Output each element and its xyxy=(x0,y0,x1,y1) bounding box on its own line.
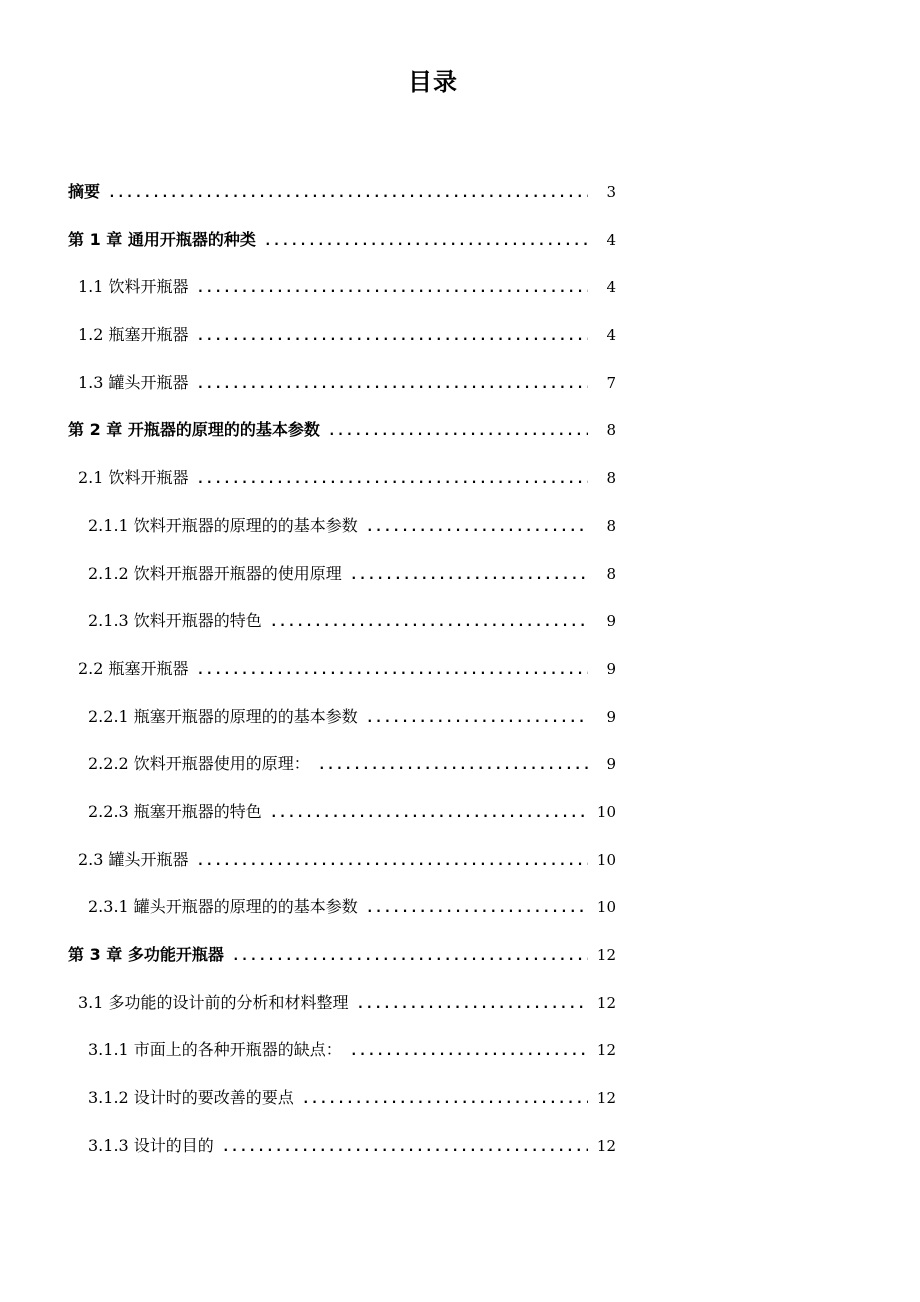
toc-page-number: 9 xyxy=(606,755,616,774)
toc-dot-leader xyxy=(197,361,588,409)
toc-dot-leader xyxy=(357,981,588,1029)
toc-title: 目录 xyxy=(408,68,458,96)
toc-entry[interactable] xyxy=(68,740,628,788)
toc-dot-leader xyxy=(350,1028,588,1076)
toc-entry[interactable] xyxy=(68,263,628,311)
toc-dot-leader xyxy=(197,265,588,313)
toc-entry[interactable] xyxy=(68,406,628,454)
toc-page-number: 9 xyxy=(606,707,616,726)
toc-page-number: 12 xyxy=(596,1136,616,1155)
toc-entry-text: 1.3 罐头开瓶器 xyxy=(78,372,189,392)
toc-entry[interactable] xyxy=(68,883,628,931)
toc-entry[interactable] xyxy=(68,693,628,741)
toc-entry[interactable] xyxy=(68,311,628,359)
toc-entry-text: 第 3 章 多功能开瓶器 xyxy=(68,945,224,964)
toc-page-number: 9 xyxy=(606,612,616,631)
toc-entry[interactable] xyxy=(68,454,628,502)
toc-dot-leader xyxy=(270,599,588,647)
toc-entry[interactable] xyxy=(68,645,628,693)
toc-entry[interactable] xyxy=(68,550,628,598)
toc-page-number: 12 xyxy=(596,1089,616,1108)
toc-dot-leader xyxy=(318,742,588,790)
toc-entry[interactable] xyxy=(68,1122,628,1170)
toc-page-number: 7 xyxy=(606,373,616,392)
toc-entry-text: 3.1.1 市面上的各种开瓶器的缺点： xyxy=(88,1040,342,1060)
toc-dot-leader xyxy=(366,695,588,743)
toc-entry-text: 2.2.3 瓶塞开瓶器的特色 xyxy=(88,801,262,821)
toc-page-number: 10 xyxy=(596,898,616,917)
toc-dot-leader xyxy=(232,933,588,981)
toc-dot-leader xyxy=(302,1076,588,1124)
toc-page-number: 9 xyxy=(606,659,616,678)
toc-entry-text: 3.1 多功能的设计前的分析和材料整理 xyxy=(78,992,349,1012)
toc-page-number: 8 xyxy=(606,421,616,440)
toc-entry-text: 2.2.2 饮料开瓶器使用的原理： xyxy=(88,754,310,774)
toc-dot-leader xyxy=(197,838,588,886)
toc-entry[interactable] xyxy=(68,979,628,1027)
toc-page-number: 10 xyxy=(596,850,616,869)
toc-dot-leader xyxy=(366,504,588,552)
toc-dot-leader xyxy=(197,456,588,504)
toc-entry-text: 1.1 饮料开瓶器 xyxy=(78,277,189,297)
toc-entry-text: 1.2 瓶塞开瓶器 xyxy=(78,325,189,345)
toc-page-number: 8 xyxy=(606,564,616,583)
toc-entry[interactable] xyxy=(68,216,628,264)
toc-entry-text: 2.1.2 饮料开瓶器开瓶器的使用原理 xyxy=(88,563,342,583)
toc-entry-text: 第 1 章 通用开瓶器的种类 xyxy=(68,229,256,249)
toc-page-number: 4 xyxy=(606,278,616,297)
toc-page-number: 8 xyxy=(606,516,616,535)
toc-entry-text: 2.2.1 瓶塞开瓶器的原理的的基本参数 xyxy=(88,706,358,726)
toc-entry-text: 摘要 xyxy=(68,182,101,201)
toc-entry[interactable] xyxy=(68,502,628,550)
toc-page-number: 10 xyxy=(596,802,616,821)
toc-entry-text: 2.3 罐头开瓶器 xyxy=(78,849,189,869)
toc-page-number: 8 xyxy=(606,469,616,488)
toc-dot-leader xyxy=(350,552,588,600)
toc-entry-text: 2.1.3 饮料开瓶器的特色 xyxy=(88,611,262,631)
toc-dot-leader xyxy=(366,885,588,933)
toc-dot-leader xyxy=(197,647,588,695)
toc-page-number: 4 xyxy=(606,230,616,249)
toc-page-number: 3 xyxy=(606,183,616,201)
toc-dot-leader xyxy=(270,790,588,838)
toc-dot-leader xyxy=(108,170,588,218)
toc-entry[interactable] xyxy=(68,788,628,836)
toc-dot-leader xyxy=(264,218,588,266)
toc-dot-leader xyxy=(222,1124,588,1172)
toc-page-number: 12 xyxy=(596,993,616,1012)
toc-list xyxy=(68,168,628,1169)
toc-entry-text: 2.3.1 罐头开瓶器的原理的的基本参数 xyxy=(88,897,358,917)
toc-dot-leader xyxy=(197,313,588,361)
toc-entry[interactable] xyxy=(68,1074,628,1122)
toc-entry-text: 2.2 瓶塞开瓶器 xyxy=(78,658,189,678)
toc-entry[interactable] xyxy=(68,836,628,884)
toc-entry[interactable] xyxy=(68,359,628,407)
toc-entry-text: 第 2 章 开瓶器的原理的的基本参数 xyxy=(68,420,320,440)
toc-entry[interactable] xyxy=(68,168,628,216)
toc-entry[interactable] xyxy=(68,1026,628,1074)
toc-dot-leader xyxy=(328,408,588,456)
toc-entry-text: 3.1.2 设计时的要改善的要点 xyxy=(88,1088,294,1108)
toc-entry-text: 3.1.3 设计的目的 xyxy=(88,1135,214,1155)
toc-entry[interactable] xyxy=(68,931,628,979)
toc-entry-text: 2.1 饮料开瓶器 xyxy=(78,468,189,488)
toc-page-number: 12 xyxy=(596,1041,616,1060)
toc-entry[interactable] xyxy=(68,597,628,645)
toc-page-number: 12 xyxy=(596,946,616,964)
toc-entry-text: 2.1.1 饮料开瓶器的原理的的基本参数 xyxy=(88,515,358,535)
toc-page-number: 4 xyxy=(606,326,616,345)
